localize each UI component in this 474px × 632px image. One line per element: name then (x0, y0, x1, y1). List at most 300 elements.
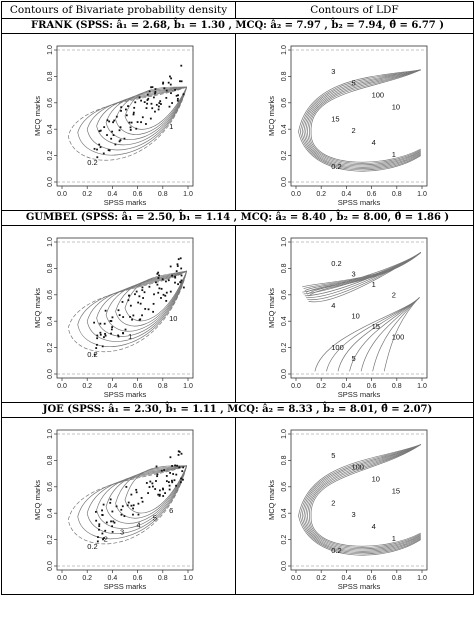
data-point (175, 485, 177, 487)
data-point (99, 332, 101, 334)
ldf-contour-line (311, 70, 421, 162)
copula-name: JOE (42, 404, 64, 415)
data-point (133, 107, 135, 109)
data-point (127, 299, 129, 301)
data-point (181, 80, 183, 82)
data-point (138, 503, 140, 505)
data-point (125, 329, 127, 331)
data-point (131, 319, 133, 321)
data-point (149, 286, 151, 288)
x-tick-label: 0.0 (291, 191, 301, 198)
data-point (164, 295, 166, 297)
data-point (162, 495, 164, 497)
y-tick-label: 0.2 (47, 150, 54, 161)
data-point (128, 502, 130, 504)
data-point (166, 480, 168, 482)
data-point (158, 106, 160, 108)
ldf-contour-label: 4 (371, 522, 376, 532)
x-axis-label: SPSS marks (337, 198, 381, 207)
data-point (96, 335, 98, 337)
data-point (122, 332, 124, 334)
ldf-contour-label: 4 (371, 138, 376, 148)
data-point (182, 467, 184, 469)
data-point (151, 107, 153, 109)
y-tick-label: 0.4 (281, 124, 288, 135)
data-point (95, 347, 97, 349)
ldf-contour-label: 1 (391, 149, 396, 159)
data-point (136, 491, 138, 493)
data-point (124, 138, 126, 140)
data-point (120, 110, 122, 112)
data-point (182, 479, 184, 481)
data-point (146, 103, 148, 105)
y-axis-label: MCQ marks (33, 96, 42, 136)
data-point (142, 501, 144, 503)
ldf-contour-label: 10 (391, 102, 401, 112)
x-tick-label: 0.6 (366, 575, 377, 582)
y-tick-label: 0.8 (281, 263, 288, 274)
data-point (179, 80, 181, 82)
data-point (135, 489, 137, 491)
density-contour-label: 6 (169, 506, 174, 516)
data-point (177, 265, 179, 267)
data-point (178, 466, 180, 468)
data-point (141, 497, 143, 499)
data-point (157, 494, 159, 496)
data-point (154, 111, 156, 113)
data-point (166, 475, 168, 477)
y-tick-label: 0.8 (281, 455, 288, 466)
data-point (135, 128, 137, 130)
data-point (103, 504, 105, 506)
data-point (131, 505, 133, 507)
data-point (144, 308, 146, 310)
data-point (153, 97, 155, 99)
data-point (120, 106, 122, 108)
x-tick-label: 0.4 (107, 191, 118, 198)
data-point (169, 489, 171, 491)
data-point (127, 504, 129, 506)
x-tick-label: 0.6 (132, 383, 143, 390)
joe-ldf-cell (236, 418, 474, 595)
density-contour-label: 0.2 (87, 541, 98, 551)
x-tick-label: 1.0 (183, 575, 193, 582)
data-point (154, 93, 156, 95)
data-point (132, 315, 134, 317)
y-tick-label: 0.8 (47, 455, 54, 466)
data-point (98, 529, 100, 531)
x-tick-label: 0.8 (157, 191, 168, 198)
y-tick-label: 0.6 (47, 97, 54, 108)
x-tick-label: 1.0 (183, 191, 193, 198)
data-point (113, 120, 115, 122)
copula-params: (SPSS: â₁ = 2.68, b̂₁ = 1.30 , MCQ: â₂ = 7.97 , b̂₂ = 7.94, θ̂ = 6.77 ) (75, 20, 444, 31)
x-tick-label: 0.2 (82, 575, 93, 582)
data-point (127, 105, 129, 107)
data-point (111, 131, 113, 133)
ldf-contour-label: 4 (331, 301, 336, 310)
density-contour-label: 0.2 (87, 157, 98, 167)
data-point (107, 119, 109, 121)
data-point (157, 272, 159, 274)
y-tick-label: 0.6 (281, 289, 288, 300)
y-axis-label: MCQ marks (33, 288, 42, 328)
ldf-contour-label: 100 (351, 462, 364, 472)
data-point (122, 316, 124, 318)
data-point (170, 92, 172, 94)
data-point (106, 522, 108, 524)
data-point (126, 114, 128, 116)
data-point (120, 509, 122, 511)
data-point (108, 121, 110, 123)
ldf-contour-label: 15 (371, 322, 380, 332)
data-point (138, 295, 140, 297)
data-point (170, 84, 172, 86)
data-point (95, 520, 97, 522)
y-tick-label: 0.2 (47, 342, 54, 353)
ldf-contour-label: 3 (351, 269, 356, 279)
x-tick-label: 0.0 (291, 383, 301, 390)
data-point (181, 280, 183, 282)
data-point (104, 333, 106, 335)
x-tick-label: 0.4 (341, 383, 352, 390)
ldf-contour-label: 100 (391, 332, 405, 342)
data-point (154, 488, 156, 490)
copula-params: (SPSS: â₁ = 2.30, b̂₁ = 1.11 , MCQ: â₂ = 8.33 , b̂₂ = 8.01, θ̂ = 2.07) (67, 404, 433, 415)
data-point (98, 525, 100, 527)
data-point (112, 316, 114, 318)
y-axis-label: MCQ marks (267, 480, 276, 520)
x-axis-label: SPSS marks (103, 390, 147, 399)
data-point (171, 481, 173, 483)
data-point (100, 334, 102, 336)
data-point (149, 91, 151, 93)
ldf-contour-label: 15 (391, 486, 401, 496)
data-point (99, 323, 101, 325)
ldf-contour-label: 2 (391, 290, 396, 300)
data-point (142, 287, 144, 289)
data-point (110, 333, 112, 335)
data-point (161, 470, 163, 472)
y-tick-label: 0.4 (47, 124, 54, 135)
data-point (163, 294, 165, 296)
data-point (153, 303, 155, 305)
y-tick-label: 0.0 (47, 177, 54, 187)
ldf-contour-label: 3 (351, 510, 356, 520)
x-tick-label: 1.0 (417, 191, 427, 198)
data-point (157, 473, 159, 475)
data-point (112, 531, 114, 533)
data-point (106, 134, 108, 136)
y-tick-label: 0.0 (281, 177, 288, 187)
y-tick-label: 0.8 (47, 263, 54, 274)
data-point (100, 146, 102, 148)
data-point (120, 126, 122, 128)
data-point (118, 336, 120, 338)
data-point (177, 263, 179, 265)
y-tick-label: 0.0 (47, 369, 54, 379)
ldf-contour-label: 2 (331, 498, 336, 508)
ldf-contour-label: 0.2 (331, 161, 342, 171)
data-point (111, 326, 113, 328)
data-point (171, 480, 173, 482)
data-point (96, 344, 98, 346)
gumbel-ldf-plot (236, 226, 473, 402)
data-point (150, 118, 152, 120)
y-tick-label: 0.8 (47, 71, 54, 82)
data-point (183, 93, 185, 95)
data-point (150, 86, 152, 88)
data-point (178, 450, 180, 452)
data-point (114, 522, 116, 524)
data-point (180, 478, 182, 480)
data-point (169, 76, 171, 78)
x-tick-label: 0.0 (57, 383, 67, 390)
data-point (95, 511, 97, 513)
data-point (118, 309, 120, 311)
data-point (181, 275, 183, 277)
ldf-contour-label: 0.2 (331, 545, 342, 555)
figure-table (1, 1, 474, 595)
data-point (93, 322, 95, 324)
joe-density-plot (2, 418, 235, 594)
data-point (109, 502, 111, 504)
data-point (174, 276, 176, 278)
data-point (169, 472, 171, 474)
data-point (144, 101, 146, 103)
data-point (152, 486, 154, 488)
data-point (162, 82, 164, 84)
x-tick-label: 0.8 (391, 575, 402, 582)
data-point (180, 281, 182, 283)
data-point (177, 98, 179, 100)
data-point (125, 109, 127, 111)
gumbel-density-plot (2, 226, 235, 402)
data-point (181, 453, 183, 455)
data-point (155, 91, 157, 93)
data-point (103, 336, 105, 338)
data-point (136, 291, 138, 293)
data-point (132, 508, 134, 510)
data-point (109, 150, 111, 152)
data-point (134, 101, 136, 103)
data-point (171, 102, 173, 104)
ldf-contour-label: 3 (331, 66, 336, 76)
data-point (183, 287, 185, 289)
data-point (166, 90, 168, 92)
ldf-contour-line (306, 70, 421, 166)
data-point (124, 515, 126, 517)
data-point (129, 316, 131, 318)
data-point (104, 530, 106, 532)
density-contour-label: 2 (103, 534, 108, 544)
x-tick-label: 0.0 (291, 575, 301, 582)
data-point (137, 121, 139, 123)
density-contour-label: 10 (169, 314, 178, 324)
x-tick-label: 0.0 (57, 575, 67, 582)
ldf-contour-line (308, 70, 421, 165)
data-point (111, 329, 113, 331)
data-point (161, 288, 163, 290)
y-tick-label: 0.2 (281, 342, 288, 353)
data-point (140, 303, 142, 305)
data-point (178, 454, 180, 456)
data-point (180, 257, 182, 259)
data-point (105, 335, 107, 337)
ldf-contour-label: 2 (351, 126, 356, 136)
data-point (139, 319, 141, 321)
x-axis-label: SPSS marks (337, 582, 381, 591)
data-point (170, 291, 172, 293)
data-point (176, 270, 178, 272)
x-tick-label: 1.0 (183, 383, 193, 390)
data-point (159, 494, 161, 496)
data-point (177, 283, 179, 285)
data-point (149, 481, 151, 483)
data-point (94, 148, 96, 150)
density-contour-label: 4 (136, 520, 141, 530)
ldf-contour-label: 5 (351, 78, 356, 88)
data-point (160, 103, 162, 105)
data-point (133, 114, 135, 116)
data-point (110, 499, 112, 501)
data-point (97, 536, 99, 538)
density-contour-label: 1 (169, 122, 174, 132)
data-point (170, 266, 172, 268)
data-point (134, 293, 136, 295)
y-tick-label: 1.0 (281, 237, 288, 247)
data-point (130, 305, 132, 307)
x-tick-label: 0.4 (341, 575, 352, 582)
x-tick-label: 0.4 (341, 191, 352, 198)
ldf-contour-line (309, 70, 420, 164)
ldf-contour-label: 1 (391, 533, 396, 543)
data-point (165, 281, 167, 283)
x-tick-label: 0.2 (82, 383, 93, 390)
gumbel-ldf-cell (236, 226, 474, 403)
joe-ldf-plot (236, 418, 473, 594)
header-right: Contours of LDF (236, 2, 474, 19)
data-point (159, 100, 161, 102)
data-point (158, 287, 160, 289)
data-point (180, 481, 182, 483)
x-tick-label: 0.0 (57, 191, 67, 198)
data-point (153, 293, 155, 295)
data-point (96, 149, 98, 151)
frank-density-cell (2, 34, 236, 211)
data-point (156, 475, 158, 477)
data-point (174, 479, 176, 481)
data-point (144, 291, 146, 293)
data-point (147, 492, 149, 494)
data-point (139, 96, 141, 98)
data-point (151, 103, 153, 105)
data-point (159, 489, 161, 491)
data-point (96, 337, 98, 339)
y-tick-label: 0.4 (47, 508, 54, 519)
data-point (105, 310, 107, 312)
y-tick-label: 0.4 (47, 316, 54, 327)
y-tick-label: 0.2 (281, 150, 288, 161)
data-point (103, 126, 105, 128)
data-point (146, 107, 148, 109)
data-point (102, 514, 104, 516)
data-point (110, 138, 112, 140)
data-point (180, 268, 182, 270)
data-point (163, 469, 165, 471)
data-point (122, 301, 124, 303)
x-tick-label: 0.2 (316, 575, 327, 582)
data-point (172, 473, 174, 475)
data-point (166, 292, 168, 294)
data-point (171, 275, 173, 277)
ldf-contour-line (305, 253, 421, 296)
x-tick-label: 0.4 (107, 383, 118, 390)
y-tick-label: 1.0 (281, 45, 288, 55)
data-point (119, 129, 121, 131)
data-point (156, 466, 158, 468)
data-point (181, 470, 183, 472)
y-axis-label: MCQ marks (267, 288, 276, 328)
data-point (174, 282, 176, 284)
y-tick-label: 0.0 (281, 561, 288, 571)
data-point (169, 485, 171, 487)
ldf-contour-label: 10 (351, 311, 360, 321)
data-point (110, 320, 112, 322)
data-point (130, 494, 132, 496)
x-tick-label: 0.8 (391, 191, 402, 198)
data-point (110, 520, 112, 522)
data-point (165, 300, 167, 302)
data-point (122, 505, 124, 507)
data-point (169, 106, 171, 108)
copula-title-frank (2, 19, 474, 34)
x-tick-label: 1.0 (417, 383, 427, 390)
data-point (158, 275, 160, 277)
data-point (162, 489, 164, 491)
data-point (133, 504, 135, 506)
data-point (125, 486, 127, 488)
data-point (168, 481, 170, 483)
x-tick-label: 0.8 (157, 575, 168, 582)
ldf-contour-label: 10 (371, 474, 380, 484)
data-point (175, 474, 177, 476)
data-point (158, 109, 160, 111)
data-point (119, 140, 121, 142)
data-point (165, 97, 167, 99)
data-point (131, 122, 133, 124)
copula-name: FRANK (31, 20, 73, 31)
data-point (177, 100, 179, 102)
ldf-contour-label: 100 (371, 90, 385, 100)
data-point (174, 89, 176, 91)
data-point (102, 345, 104, 347)
x-tick-label: 0.8 (391, 383, 402, 390)
ldf-contour-label: 0.2 (331, 258, 342, 268)
frank-ldf-cell (236, 34, 474, 211)
data-point (142, 116, 144, 118)
data-point (129, 122, 131, 124)
y-tick-label: 0.6 (47, 481, 54, 492)
data-point (171, 465, 173, 467)
data-point (114, 144, 116, 146)
data-point (168, 82, 170, 84)
x-tick-label: 0.2 (316, 191, 327, 198)
y-tick-label: 1.0 (47, 429, 54, 439)
data-point (168, 279, 170, 281)
data-point (98, 144, 100, 146)
data-point (158, 102, 160, 104)
